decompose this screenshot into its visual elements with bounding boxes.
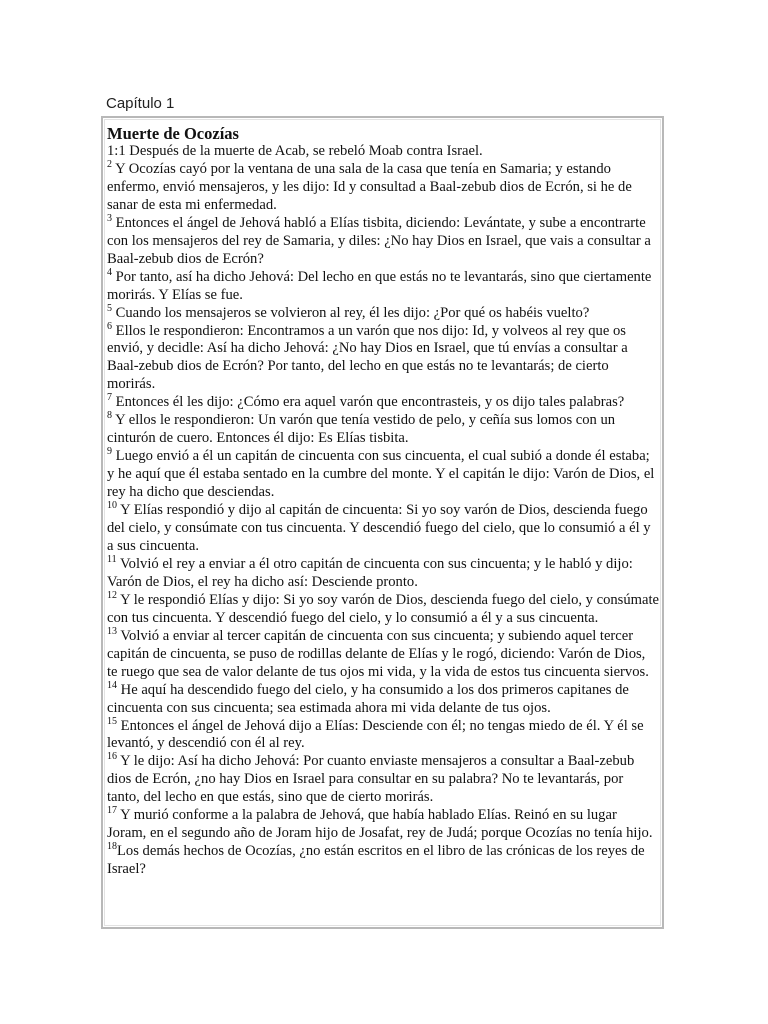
verse-number: 4 [107, 266, 112, 278]
verse [107, 448, 659, 502]
verse-text: Volvió a enviar al tercer capitán de cincuenta con sus cincuenta; y subiendo aquel tercer capitán de cincuenta, se puso de rodillas delante de Elías y le rogó, diciendo: Varón de Dios, te ruego que sea de valor delante de tus ojos mi vida, y la vida de estos tus cincuenta siervos. [107, 627, 649, 680]
verse [107, 266, 659, 305]
verse-number: 13 [107, 625, 117, 637]
verse-text: Y le respondió Elías y dijo: Si yo soy varón de Dios, descienda fuego del cielo, y consúmate con tus cincuenta. Y descendió fuego del cielo, y lo consumió a él y a sus cincuenta. [107, 591, 660, 626]
verse [107, 502, 659, 556]
verse-text: Y murió conforme a la palabra de Jehová, que había hablado Elías. Reinó en su lugar Joram, en el segundo año de Joram hijo de Josafat, rey de Judá; porque Ocozías no tenía hijo. [107, 807, 653, 842]
verse-text: Los demás hechos de Ocozías, ¿no están escritos en el libro de las crónicas de los reyes de Israel? [107, 843, 645, 878]
verse [107, 807, 659, 843]
verse-number: 7 [107, 392, 112, 404]
verse-text: Entonces el ángel de Jehová dijo a Elías: Desciende con él; no tengas miedo de él. Y él se levantó, y descendió con él al rey. [107, 717, 644, 752]
section-title: Muerte de Ocozías [107, 124, 239, 143]
verse [107, 589, 660, 628]
verse [107, 212, 659, 269]
verse [107, 412, 659, 448]
verse-number: 15 [107, 715, 117, 727]
verse [107, 715, 659, 754]
verse-number: 6 [107, 320, 112, 332]
verse-text: Después de la muerte de Acab, se rebeló Moab contra Israel. [125, 143, 483, 159]
verse [107, 625, 659, 682]
verse [107, 679, 659, 718]
verse-text: Por tanto, así ha dicho Jehová: Del lecho en que estás no te levantarás, sino que ciertamente morirás. Y Elías se fue. [107, 268, 652, 303]
verse-number: 18 [107, 841, 117, 853]
verse [107, 843, 659, 879]
verse [107, 753, 659, 807]
verse-number: 8 [107, 410, 112, 422]
verse-text: Volvió el rey a enviar a él otro capitán de cincuenta con sus cincuenta; y le habló y dijo: Varón de Dios, el rey ha dicho así: Desciende pronto. [107, 555, 633, 590]
verse-number: 2 [107, 159, 112, 171]
verse-text: Entonces él les dijo: ¿Cómo era aquel varón que encontrasteis, y os dijo tales palabras? [112, 394, 625, 411]
verse-text: He aquí ha descendido fuego del cielo, y ha consumido a los dos primeros capitanes de cincuenta con sus cincuenta; sea estimada ahora mi vida delante de tus ojos. [107, 681, 629, 716]
verse-number: 5 [107, 302, 112, 314]
verse-number: 10 [107, 500, 117, 512]
chapter-heading: Capítulo 1 [106, 95, 175, 112]
verse [107, 320, 659, 395]
verse-text: Luego envió a él un capitán de cincuenta con sus cincuenta, el cual subió a donde él estaba; y he aquí que él estaba sentado en la cumbre del monte. Y el capitán le dijo: Varón de Dios, el rey ha dicho que desciendas. [107, 448, 655, 501]
verse-text: Cuando los mensajeros se volvieron al rey, él les dijo: ¿Por qué os habéis vuelto? [112, 304, 590, 321]
verse-number: 16 [107, 751, 117, 763]
verse-number: 17 [107, 805, 117, 817]
verse [107, 143, 659, 161]
verse-text: Ellos le respondieron: Encontramos a un varón que nos dijo: Id, y volveos al rey que os envió, y decidle: Así ha dicho Jehová: ¿No hay Dios en Israel, que tú envías a consultar a Baal-zebub dios de Ecrón? Por tanto, del lecho en que estás no te levantarás; de cierto morirás. [107, 322, 628, 393]
verse-text: Y ellos le respondieron: Un varón que tenía vestido de pelo, y ceñía sus lomos con un cinturón de cuero. Entonces él dijo: Es Elías tisbita. [107, 412, 616, 447]
verse [107, 394, 659, 412]
verse-number: 1:1 [107, 143, 126, 159]
verse-number: 11 [107, 554, 117, 566]
verse-text: Y le dijo: Así ha dicho Jehová: Por cuanto enviaste mensajeros a consultar a Baal-zebub dios de Ecrón, ¿no hay Dios en Israel para consultar en su palabra? No te levantarás, por tanto, del lecho en que estás, sino que de cierto morirás. [107, 753, 635, 806]
verse [107, 302, 659, 323]
verse [107, 161, 659, 215]
verse-number: 14 [107, 679, 117, 691]
verse-number: 12 [107, 589, 117, 601]
verse-number: 9 [107, 446, 112, 458]
verse-text: Y Ocozías cayó por la ventana de una sala de la casa que tenía en Samaria; y estando enfermo, envió mensajeros, y les dijo: Id y consultad a Baal-zebub dios de Ecrón, si he de sanar de esta mi enfermedad. [107, 160, 632, 213]
verse [107, 556, 659, 592]
verse-text: Y Elías respondió y dijo al capitán de cincuenta: Si yo soy varón de Dios, descienda fuego del cielo, y consúmate con tus cincuenta. Y descendió fuego del cielo, que lo consumió a él y a sus cincuenta. [107, 502, 651, 554]
verse-number: 3 [107, 212, 112, 224]
chapter-text-box [101, 116, 664, 929]
verse-text: Entonces el ángel de Jehová habló a Elías tisbita, diciendo: Levántate, y sube a encontrarte con los mensajeros del rey de Samaria, y diles: ¿No hay Dios en Israel, que vais a consultar a Baal-zebub dios de Ecrón? [107, 214, 651, 267]
